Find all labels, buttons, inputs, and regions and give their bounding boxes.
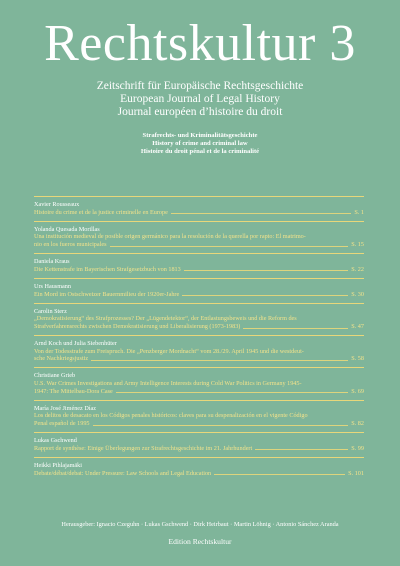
journal-subtitles (0, 80, 400, 119)
toc-page-number: S. 1 (354, 208, 364, 216)
toc-leader-line (171, 213, 352, 214)
toc-title-line (34, 233, 364, 241)
topic-english: History of crime and criminal law (152, 140, 248, 147)
toc-title-text: „Demokratisierung“ des Strafprozesses? Der „Lügendetektor“, der Entlastungsbeweis und die Reform des (34, 315, 297, 323)
toc-title-line (34, 291, 364, 299)
toc-title-text: Ein Mord im Ostschweizer Bauernmilieu der 1920er-Jahre (34, 290, 180, 298)
toc-title-text: Una institución medieval de posible origen germánico para la resolución de la querella por rapto: El matrimo- (34, 233, 306, 241)
toc-title-line (34, 412, 364, 420)
subtitle-french: Journal européen d’histoire du droit (117, 106, 283, 118)
toc-leader-line (116, 392, 349, 393)
toc-leader-line (182, 295, 348, 296)
toc-page-number: S. 22 (351, 265, 364, 273)
toc-leader-line (243, 328, 348, 329)
toc-author: Urs Hausmann (34, 282, 71, 290)
toc-title-line (34, 323, 364, 331)
toc-title-text: Von der Todesstrafe zum Freispruch. Die „Penzberger Mordnacht“ vom 28./29. April 1945 und die westdeut- (34, 347, 304, 355)
toc-separator (34, 432, 364, 433)
toc-entry[interactable] (34, 283, 364, 298)
toc-title-line (34, 348, 364, 356)
toc-title-line (34, 388, 364, 396)
toc-page-number: S. 58 (351, 355, 364, 363)
toc-page-number: S. 99 (351, 444, 364, 452)
toc-entry[interactable] (34, 340, 364, 363)
toc-separator (34, 367, 364, 368)
toc-page-number: S. 15 (351, 240, 364, 248)
toc-title-text: U.S. War Crimes Investigations and Army Intelligence Interests during Cold War Politics in Germany 1945- (34, 380, 302, 388)
toc-title-text: nio en los fueros municipales (34, 240, 107, 248)
toc-entry[interactable] (34, 201, 364, 216)
toc-title-line (34, 470, 364, 478)
toc-page-number: S. 82 (351, 420, 364, 428)
toc-separator (34, 221, 364, 222)
toc-separator (34, 303, 364, 304)
toc-author: Heikki Pihlajamäki (34, 462, 82, 469)
toc-author: Daniela Kraus (34, 258, 70, 266)
toc-leader-line (93, 425, 349, 426)
toc-page-number: S. 30 (351, 290, 364, 298)
toc-title-line (34, 315, 364, 323)
toc-separator (34, 335, 364, 336)
toc-title-text: Strafverfahrensrechts zwischen Demokratisierung und Liberalisierung (1973-1983) (34, 322, 241, 330)
toc-title-text: sche Nachkriegsjustiz (34, 355, 89, 363)
toc-author: Lukas Gschwend (34, 437, 77, 445)
issue-topic (0, 132, 400, 156)
toc-author: Carolin Sterz (34, 307, 67, 315)
toc-leader-line (255, 449, 348, 450)
topic-german: Strafrechts- und Kriminalitätsgeschichte (142, 132, 258, 139)
toc-author: Christiane Grieb (34, 372, 76, 380)
toc-page-number: S. 69 (351, 387, 364, 395)
toc-author: Xavier Rousseaux (34, 201, 80, 208)
toc-title-text: Histoire du crime et de la justice criminelle en Europe (34, 208, 168, 216)
toc-author: Arnd Koch und Julia Siebenhüter (34, 340, 117, 348)
subtitle-german: Zeitschrift für Europäische Rechtsgeschichte (96, 80, 304, 92)
toc-author: Yolanda Quesada Morillas (34, 225, 100, 233)
toc-title-line (34, 445, 364, 453)
toc-author: María José Jiménez Díaz (34, 404, 97, 412)
toc-title-line (34, 420, 364, 428)
editors-line: Herausgeber: Ignacio Czeguhn · Lukas Gschwend · Dirk Heirbaut · Martin Löhnig · Antonio Sánchez Aranda (61, 521, 339, 528)
toc-leader-line (214, 474, 345, 475)
toc-entry[interactable] (34, 258, 364, 273)
toc-title-text: Rapport de synthèse: Einige Überlegungen zur Strafrechtsgeschichte im 21. Jahrhundert (34, 444, 253, 452)
toc-title-text: Los delitos de desacato en los Códigos penales históricos: claves para su despenalización en el vigente Código (34, 412, 308, 420)
toc-page-number: S. 47 (351, 322, 364, 330)
toc-entry[interactable] (34, 405, 364, 428)
journal-title: Rechtskultur 3 (44, 15, 356, 72)
toc-title-line (34, 209, 364, 217)
toc-title-text: Debate/débat/debat: Under Pressure: Law Schools and Legal Education (34, 469, 212, 477)
toc-title-text: Penal español de 1995 (34, 420, 90, 428)
toc-title-line (34, 355, 364, 363)
toc-page-number: S. 101 (348, 469, 364, 477)
toc-entry[interactable] (34, 437, 364, 452)
toc-separator (34, 253, 364, 254)
toc-entry[interactable] (34, 308, 364, 331)
publisher-name: Edition Rechtskultur (168, 537, 232, 546)
toc-title-line (34, 266, 364, 274)
toc-separator (34, 457, 364, 458)
toc-title-line (34, 380, 364, 388)
toc-entry[interactable] (34, 372, 364, 395)
toc-leader-line (184, 270, 349, 271)
toc-title-text: 1947: The Mittelbau-Dora Case (34, 387, 113, 395)
toc-title-line (34, 241, 364, 249)
toc-separator (34, 278, 364, 279)
toc-separator (34, 196, 364, 197)
toc-leader-line (91, 360, 348, 361)
topic-french: Histoire du droit pénal et de la criminalité (140, 148, 260, 155)
toc-title-text: Die Kettenstrafe im Bayerischen Strafgesetzbuch von 1813 (34, 265, 181, 273)
table-of-contents (34, 196, 364, 482)
toc-separator (34, 400, 364, 401)
subtitle-english: European Journal of Legal History (120, 93, 280, 105)
toc-entry[interactable] (34, 226, 364, 249)
toc-entry[interactable] (34, 462, 364, 477)
toc-leader-line (110, 246, 349, 247)
